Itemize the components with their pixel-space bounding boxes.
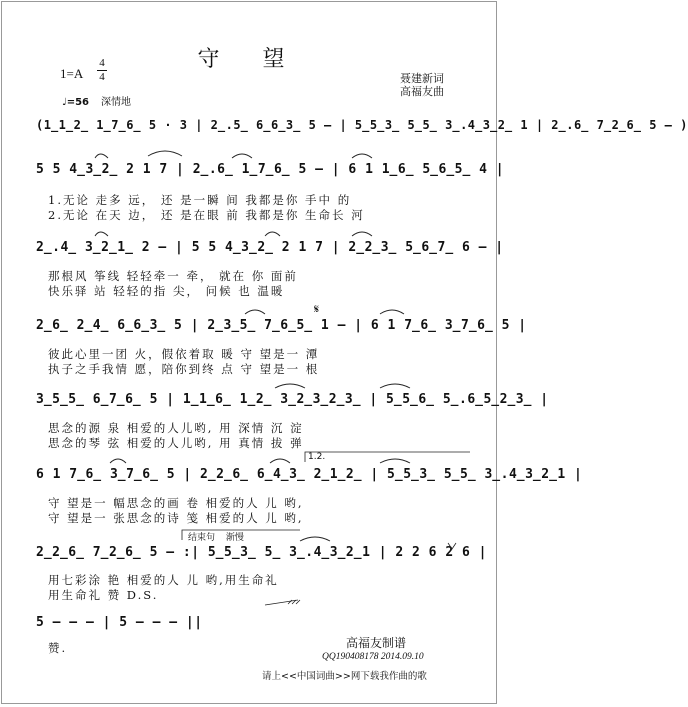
lyrics-8: 赞. [48,641,68,655]
lyrics-4b: 执子之手我情 愿，陪你到终 点 守 望是一 根 [48,362,320,376]
time-signature [97,58,107,83]
ending-phrase-label: 结束句 [188,533,216,543]
notation-line-7: 2̲2̲6̲ 7̲2̲6̲ 5 – :| 5̲5̲3̲ 5̲ 3̲.4̲3̲2̲1 | 2 2 6 2 6 | [36,545,487,560]
composer-credit: 高福友曲 [400,85,444,98]
lyrics-2a: 1.无论 走多 远， 还 是一瞬 间 我都是你 手中 的 [48,193,352,207]
arranger-signature: 高福友制谱 [346,636,407,650]
notation-line-5: 3̲5̲5̲ 6̲7̲6̲ 5 | 1̲1̲6̲ 1̲2̲ 3̲2̲3̲2̲3̲ | 5̲5̲6̲ 5̲.6̲5̲2̲3̲ | [36,392,549,407]
lyrics-3b: 快乐驿 站 轻轻的指 尖， 问候 也 温暖 [48,284,285,298]
lyrics-6a: 守 望是一 幅思念的画 卷 相爱的人 儿 哟, [48,496,304,510]
notation-line-3: 2̲.4̲ 3̲2̲1̲ 2 – | 5 5 4̲3̲2̲ 2 1 7 | 2̲2̲3̲ 5̲6̲7̲ 6 – | [36,240,504,255]
lyrics-2b: 2.无论 在天 边， 还 是在眼 前 我都是你 生命长 河 [48,208,365,222]
song-title: 守 望 [197,47,303,72]
tempo-marking [62,93,131,108]
notation-line-8: 5 – – – | 5 – – – || [36,615,203,630]
expression-mark: 深情地 [101,97,132,108]
rit-label: 渐慢 [225,533,244,543]
notation-line-6: 6 1 7̲6̲ 3̲7̲6̲ 5 | 2̲2̲6̲ 6̲4̲3̲ 2̲1̲2̲ | 5̲5̲3̲ 5̲5̲ 3̲.4̲3̲2̲1 | [36,467,583,482]
fine-label [188,530,244,543]
notation-line-1: (1̲1̲2̲ 1̲7̲6̲ 5 · 3 | 2̲.5̲ 6̲6̲3̲ 5 – | 5̲5̲3̲ 5̲5̲ 3̲.4̲3̲2̲ 1 | 2̲.6̲ 7̲2̲6̲ 5 – ) [36,118,688,132]
meter-bottom: 4 [99,71,105,83]
qq-date: QQ190408178 2014.09.10 [322,652,424,662]
lyrics-5a: 思念的源 泉 相爱的人儿哟, 用 深情 沉 淀 [48,421,304,435]
segno-mark: 𝄋 [314,302,320,316]
lyrics-5b: 思念的琴 弦 相爱的人儿哟, 用 真情 拔 弹 [48,436,304,450]
lyrics-3a: 那根风 筝线 轻轻牵一 牵， 就在 你 面前 [48,269,298,283]
lyrics-6b: 守 望是一 张思念的诗 笺 相爱的人 儿 哟, [48,511,304,525]
lyrics-7b: 用生命礼 赞 D.S. [48,588,159,602]
download-note: 请上<<中国词曲>>网下载我作曲的歌 [262,671,427,682]
lyricist-credit: 聂建新词 [400,72,444,85]
notation-line-4: 2̲6̲ 2̲4̲ 6̲6̲3̲ 5 | 2̲3̲5̲ 7̲6̲5̲ 1 – | 6 1 7̲6̲ 3̲7̲6̲ 5 | [36,318,527,333]
meter-top: 4 [99,57,105,69]
notation-line-2: 5 5 4̲3̲2̲ 2 1 7 | 2̲.6̲ 1̲7̲6̲ 5 – | 6 1 1̲6̲ 5̲6̲5̲ 4 | [36,162,505,177]
lyrics-4a: 彼此心里一团 火，假依着取 暖 守 望是一 潭 [48,347,320,361]
lyrics-7a: 用七彩涂 艳 相爱的人 儿 哟,用生命礼 [48,573,279,587]
tempo-mark: ♩=56 [62,97,90,108]
key-signature: 1=A [60,66,84,81]
volta-label: 1.2. [308,452,326,462]
